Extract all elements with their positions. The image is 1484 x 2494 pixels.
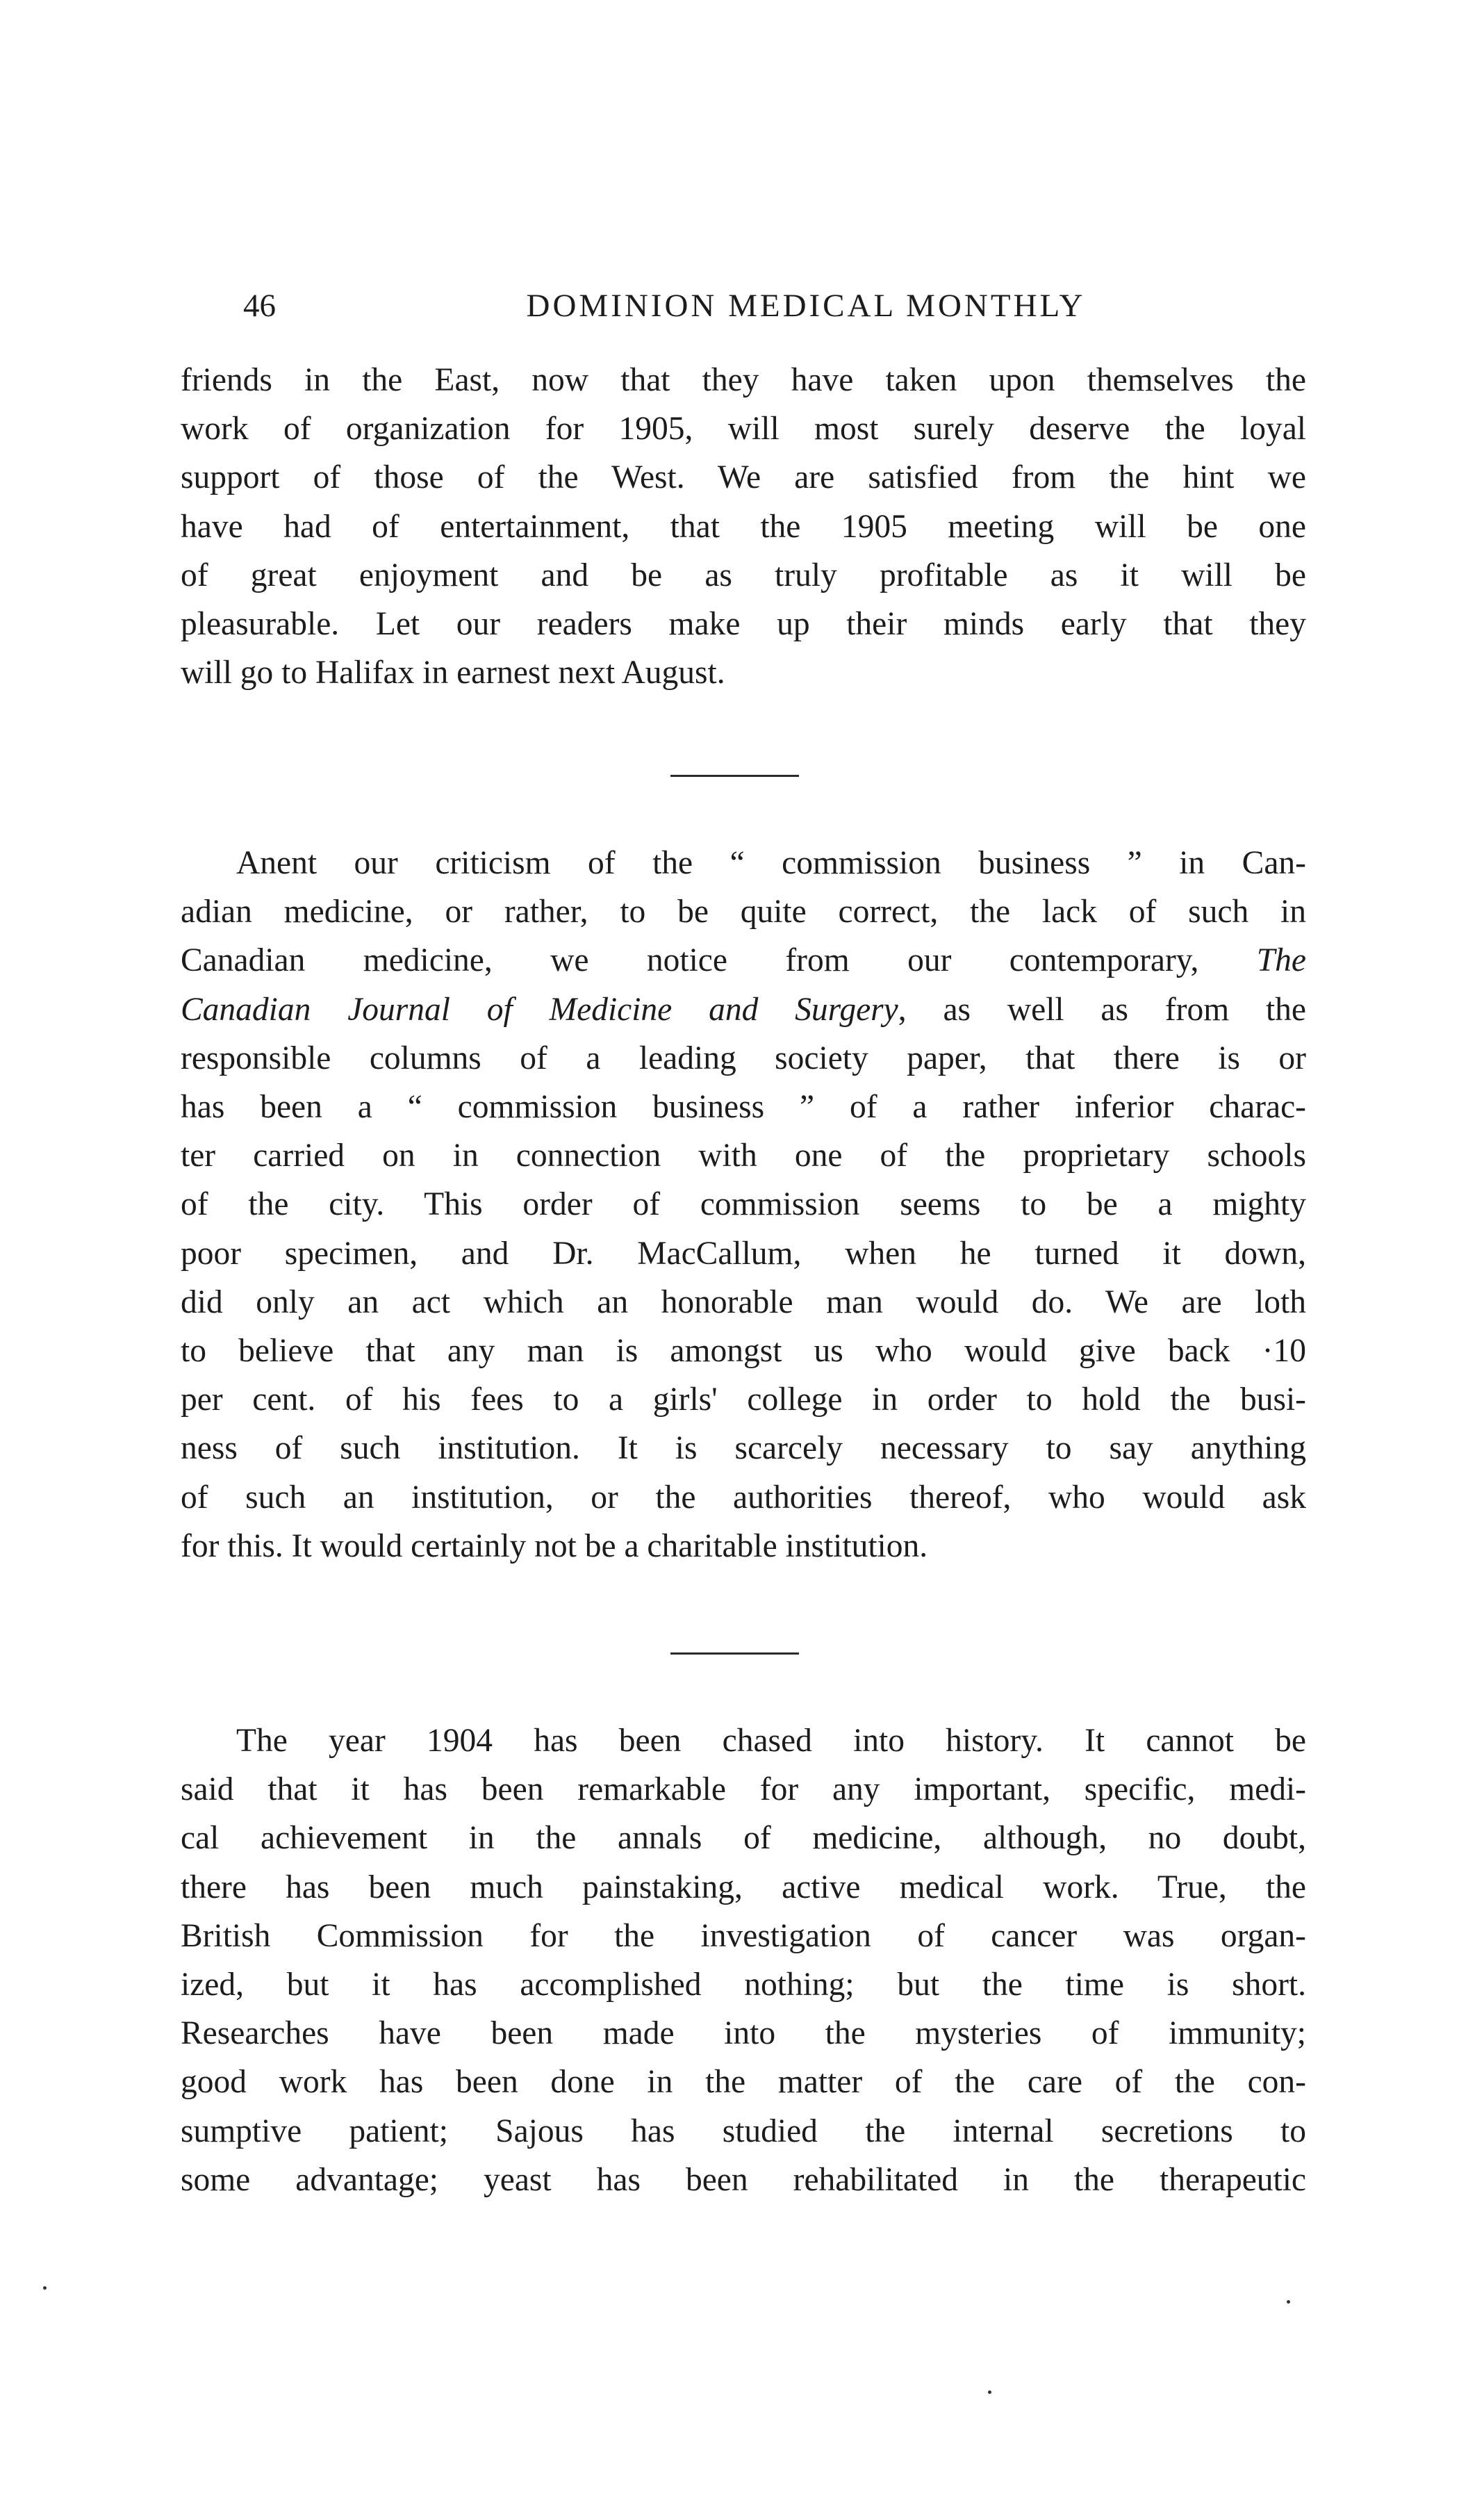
text-line: ized, but it has accomplished nothing; but the time is short. bbox=[181, 1967, 1306, 2003]
text-line: support of those of the West. We are satisfied from the hint we bbox=[181, 459, 1306, 496]
text-line: of such an institution, or the authorities thereof, who would ask bbox=[181, 1479, 1306, 1516]
text-segment: Canadian medicine, we notice from our contemporary, bbox=[181, 942, 1199, 979]
paragraph-1 bbox=[181, 356, 1306, 697]
paragraph-commission bbox=[181, 839, 1306, 1570]
text-line: Researches have been made into the mysteries of immunity; bbox=[181, 2015, 1306, 2052]
text-line: per cent. of his fees to a girls' college in order to hold the busi- bbox=[181, 1381, 1306, 1418]
paragraph-continuation bbox=[181, 356, 1306, 697]
text-line: have had of entertainment, that the 1905 meeting will be one bbox=[181, 508, 1306, 545]
text-line: adian medicine, or rather, to be quite correct, the lack of such in bbox=[181, 894, 1306, 930]
scan-speck bbox=[988, 2390, 991, 2394]
scan-speck bbox=[1287, 2300, 1290, 2304]
text-line bbox=[181, 985, 1306, 1034]
text-line: responsible columns of a leading society paper, that there is or bbox=[181, 1040, 1306, 1076]
paragraph-3 bbox=[181, 1716, 1306, 2204]
text-line: did only an act which an honorable man would do. We are loth bbox=[181, 1283, 1306, 1320]
section-divider bbox=[670, 1652, 799, 1655]
text-line: to believe that any man is amongst us who would give back ·10 bbox=[181, 1333, 1306, 1370]
text-line: ness of such institution. It is scarcely necessary to say anything bbox=[181, 1430, 1306, 1467]
text-line: British Commission for the investigation of cancer was organ- bbox=[181, 1917, 1306, 1954]
text-line: poor specimen, and Dr. MacCallum, when he turned it down, bbox=[181, 1235, 1306, 1272]
text-line: sumptive patient; Sajous has studied the internal secretions to bbox=[181, 2112, 1306, 2149]
text-line: of great enjoyment and be as truly profitable as it will be bbox=[181, 557, 1306, 593]
text-line: some advantage; yeast has been rehabilitated in the therapeutic bbox=[181, 2161, 1306, 2198]
text-line: The year 1904 has been chased into history. It cannot be bbox=[236, 1723, 1306, 1759]
paragraph-2 bbox=[181, 839, 1306, 1570]
page-header bbox=[243, 278, 1327, 334]
text-line: good work has been done in the matter of the care of the con- bbox=[181, 2064, 1306, 2101]
paragraph-year-1904 bbox=[181, 1716, 1306, 2204]
journal-title-part-2: Canadian Journal of Medicine and Surgery bbox=[181, 991, 898, 1028]
text-line: work of organization for 1905, will most surely deserve the loyal bbox=[181, 411, 1306, 448]
text-line: there has been much painstaking, active medical work. True, the bbox=[181, 1869, 1306, 1905]
text-line: Anent our criticism of the “ commission business ” in Can- bbox=[236, 845, 1306, 881]
text-line: cal achievement in the annals of medicine, although, no doubt, bbox=[181, 1820, 1306, 1857]
text-line: friends in the East, now that they have taken upon themselves the bbox=[181, 362, 1306, 398]
text-line: for this. It would certainly not be a charitable institution. bbox=[181, 1527, 928, 1564]
text-segment: , as well as from the bbox=[898, 991, 1306, 1028]
text-line: will go to Halifax in earnest next August. bbox=[181, 655, 725, 691]
running-title: DOMINION MEDICAL MONTHLY bbox=[526, 288, 1086, 324]
page-number: 46 bbox=[243, 288, 276, 324]
text-line: of the city. This order of commission seems to be a mighty bbox=[181, 1186, 1306, 1223]
text-line: ter carried on in connection with one of the proprietary schools bbox=[181, 1138, 1306, 1174]
text-line: said that it has been remarkable for any important, specific, medi- bbox=[181, 1771, 1306, 1808]
scan-speck bbox=[43, 2286, 47, 2290]
section-divider bbox=[670, 775, 799, 777]
text-line bbox=[181, 936, 1306, 985]
journal-title-part-1: The bbox=[1256, 942, 1306, 979]
text-line: pleasurable. Let our readers make up their minds early that they bbox=[181, 606, 1306, 643]
text-line: has been a “ commission business ” of a rather inferior charac- bbox=[181, 1089, 1306, 1126]
